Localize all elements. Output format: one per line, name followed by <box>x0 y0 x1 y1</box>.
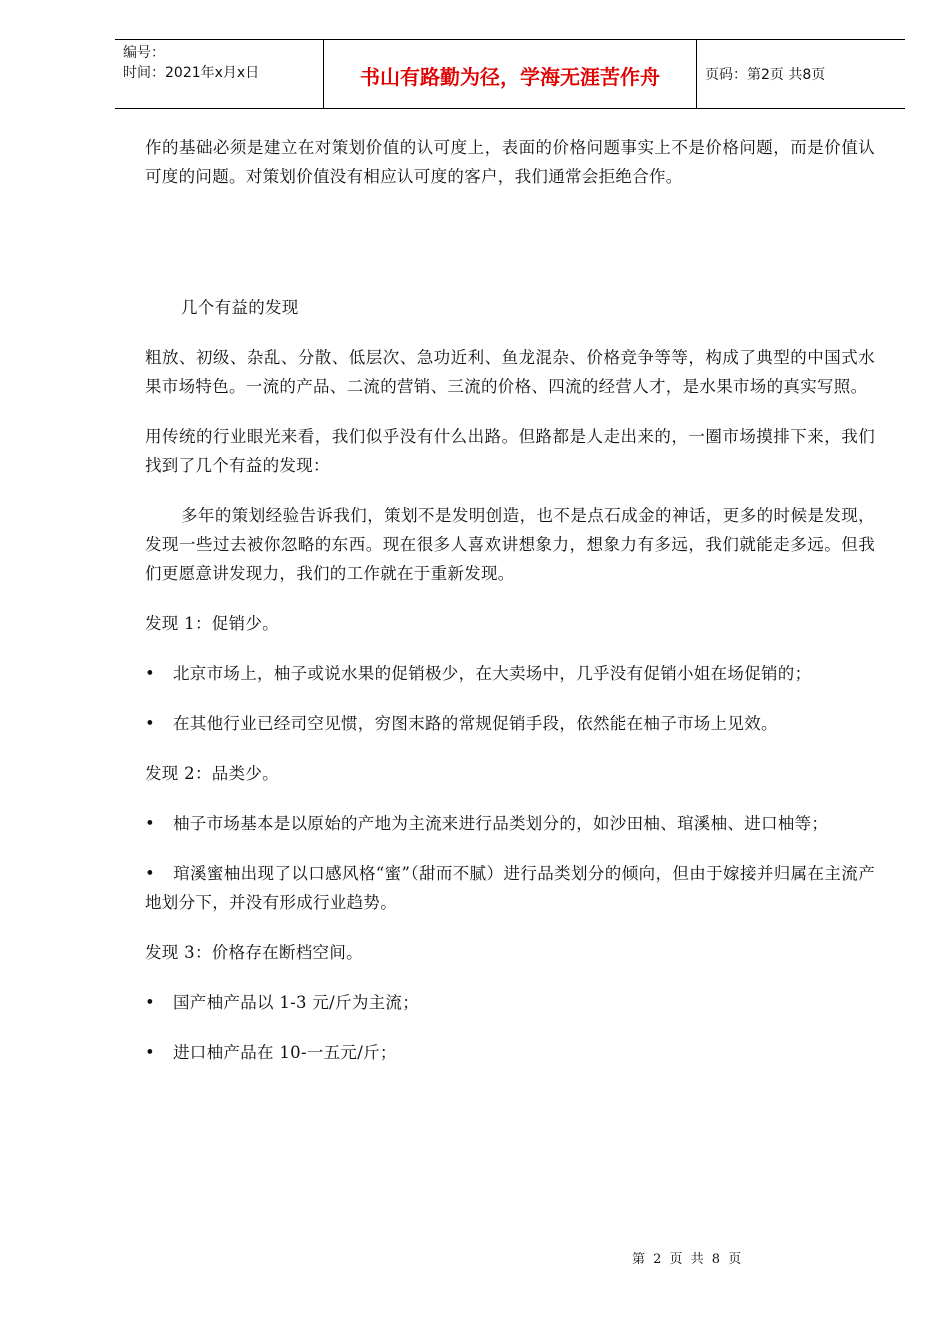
bullet-icon: • <box>145 993 156 1012</box>
bullet-text: 在其他行业已经司空见惯，穷图末路的常规促销手段，依然能在柚子市场上见效。 <box>173 714 778 733</box>
paragraph: 多年的策划经验告诉我们，策划不是发明创造，也不是点石成金的神话，更多的时候是发现，发现一些过去被你忽略的东西。现在很多人喜欢讲想象力，想象力有多远，我们就能走多远。但我们更愿意讲发现力，我们的工作就在于重新发现。 <box>145 506 875 583</box>
header-motto: 书山有路勤为径，学海无涯苦作舟 <box>324 40 697 108</box>
header-meta <box>115 40 324 108</box>
bullet-icon: • <box>145 714 156 733</box>
page-header <box>115 39 905 109</box>
bullet-icon: • <box>145 1043 156 1062</box>
page-footer: 第 2 页 共 8 页 <box>632 1252 744 1267</box>
bullet-item <box>145 709 875 738</box>
code-label: 编号： <box>123 45 165 61</box>
bullet-item <box>145 1038 875 1067</box>
bullet-icon: • <box>145 814 156 833</box>
bullet-text: 北京市场上，柚子或说水果的促销极少，在大卖场中，几乎没有促销小姐在场促销的； <box>173 664 812 683</box>
bullet-text: 进口柚产品在 10-一五元/斤； <box>173 1043 397 1062</box>
bullet-item <box>145 859 875 917</box>
paragraph: 用传统的行业眼光来看，我们似乎没有什么出路。但路都是人走出来的，一圈市场摸排下来，我们找到了几个有益的发现： <box>145 427 875 475</box>
bullet-text: 柚子市场基本是以原始的产地为主流来进行品类划分的，如沙田柚、琯溪柚、进口柚等； <box>173 814 829 833</box>
finding-title: 发现 1：促销少。 <box>145 614 279 633</box>
paragraph: 粗放、初级、杂乱、分散、低层次、急功近利、鱼龙混杂、价格竞争等等，构成了典型的中国式水果市场特色。一流的产品、二流的营销、三流的价格、四流的经营人才，是水果市场的真实写照。 <box>145 348 875 396</box>
bullet-item <box>145 988 875 1017</box>
finding-title: 发现 3：价格存在断档空间。 <box>145 943 363 962</box>
bullet-text: 琯溪蜜柚出现了以口感风格“蜜”（甜而不腻）进行品类划分的倾向，但由于嫁接并归属在主流产地划分下，并没有形成行业趋势。 <box>145 864 875 912</box>
bullet-item <box>145 659 875 688</box>
paragraph: 作的基础必须是建立在对策划价值的认可度上，表面的价格问题事实上不是价格问题，而是价值认可度的问题。对策划价值没有相应认可度的客户，我们通常会拒绝合作。 <box>145 138 875 186</box>
section-heading: 几个有益的发现 <box>181 298 299 317</box>
bullet-icon: • <box>145 664 156 683</box>
time-label: 时间：2021年x月x日 <box>123 65 260 81</box>
bullet-text: 国产柚产品以 1-3 元/斤为主流； <box>173 993 420 1012</box>
bullet-icon: • <box>145 864 156 883</box>
finding-title: 发现 2：品类少。 <box>145 764 279 783</box>
bullet-item <box>145 809 875 838</box>
document-body <box>145 133 875 1067</box>
header-page-info: 页码：第2页 共8页 <box>705 67 826 83</box>
